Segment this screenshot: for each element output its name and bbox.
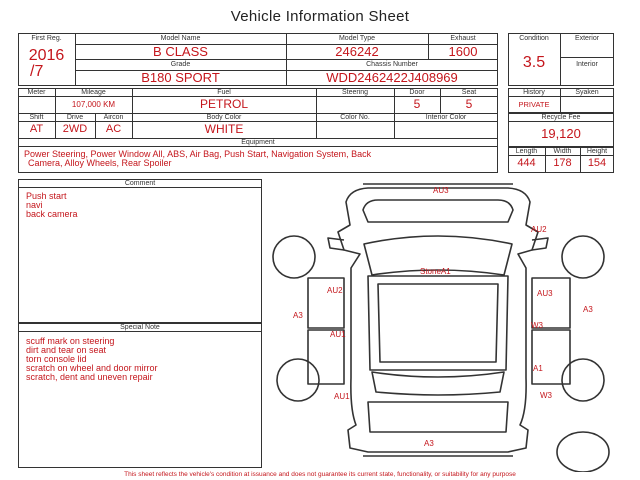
grade-label: Grade <box>170 61 191 68</box>
mileage-label: Mileage <box>81 89 106 96</box>
wheel-rear-right <box>562 359 604 401</box>
chassis-number: WDD2462422J408969 <box>326 70 458 85</box>
model-type: 246242 <box>335 44 379 59</box>
equipment-label: Equipment <box>241 139 275 146</box>
aircon-label: Aircon <box>103 114 124 121</box>
body-color-label: Body Color <box>206 114 242 121</box>
car-diagram <box>268 180 614 472</box>
special-note-line-1: scuff mark on steering <box>26 336 115 346</box>
comment-line-1: Push start <box>26 191 67 201</box>
damage-right-fender: A3 <box>583 305 593 314</box>
width: 178 <box>553 157 572 169</box>
seat-label: Seat <box>461 89 477 96</box>
damage-left-rear: AU1 <box>334 392 350 401</box>
mileage: 107,000 KM <box>71 100 116 109</box>
syaken-label: Syaken <box>575 89 599 96</box>
first-reg-month: /7 <box>30 63 44 80</box>
width-label: Width <box>553 148 572 155</box>
aircon: AC <box>105 123 122 135</box>
wheel-rear-left <box>277 359 319 401</box>
shift: AT <box>29 123 44 135</box>
damage-rear: A3 <box>424 439 434 448</box>
special-note-label: Special Note <box>120 324 160 331</box>
height: 154 <box>587 157 607 169</box>
comment-line-3: back camera <box>26 209 78 219</box>
color-no-label: Color No. <box>340 114 370 121</box>
fuel-label: Fuel <box>217 89 231 96</box>
damage-roof-note: Stone <box>420 267 441 276</box>
chassis-label: Chassis Number <box>366 61 418 68</box>
special-note-line-2: dirt and tear on seat <box>26 345 107 355</box>
damage-right-front-door: AU3 <box>537 289 553 298</box>
fuel: PETROL <box>199 97 248 111</box>
wheel-front-left <box>273 236 315 278</box>
history: PRIVATE <box>518 100 550 109</box>
condition-label: Condition <box>519 35 549 42</box>
interior-color-label: Interior Color <box>425 114 467 121</box>
comment-line-2: navi <box>26 200 43 210</box>
damage-left-rear-door: AU1 <box>330 330 346 339</box>
damage-left-fender: A3 <box>293 311 303 320</box>
history-label: History <box>523 89 545 96</box>
equipment-line-2: Camera, Alloy Wheels, Rear Spoiler <box>28 158 172 168</box>
grade: B180 SPORT <box>141 70 220 85</box>
wheel-front-right <box>562 236 604 278</box>
exhaust-label: Exhaust <box>450 35 476 42</box>
drive-label: Drive <box>66 114 84 121</box>
special-note-line-4: scratch on wheel and door mirror <box>26 363 158 373</box>
body-color: WHITE <box>204 122 244 136</box>
model-name-label: Model Name <box>160 35 201 42</box>
recycle-label: Recycle Fee <box>541 114 581 121</box>
model-name: B CLASS <box>153 44 208 59</box>
length-label: Length <box>515 148 538 155</box>
disclaimer-footer: This sheet reflects the vehicle's condition at issuance and does not guarantee its current state, functionality, or suitability for any purpose <box>124 471 516 478</box>
damage-right-rear-a: A1 <box>533 364 543 373</box>
damage-left-front-door: AU2 <box>327 286 343 295</box>
meter-label: Meter <box>27 89 46 96</box>
damage-front: AU3 <box>433 186 449 195</box>
comment-label: Comment <box>124 180 156 187</box>
exterior-label: Exterior <box>574 35 600 42</box>
shift-label: Shift <box>29 114 44 121</box>
recycle-fee: 19,120 <box>541 126 581 141</box>
steering-label: Steering <box>341 89 369 96</box>
condition-grade: 3.5 <box>522 54 546 71</box>
damage-front-right: AU2 <box>531 225 547 234</box>
damage-roof <box>420 267 451 276</box>
page-title: Vehicle Information Sheet <box>230 8 410 25</box>
first-reg-label: First Reg. <box>31 35 62 42</box>
spare-wheel <box>557 432 609 472</box>
door-label: Door <box>409 89 425 96</box>
special-note-line-5: scratch, dent and uneven repair <box>26 372 153 382</box>
seat-count: 5 <box>465 97 473 111</box>
height-label: Height <box>586 148 608 155</box>
damage-right-rear-w: W3 <box>540 391 552 400</box>
damage-right-rear-door: W3 <box>531 321 543 330</box>
first-reg-year: 2016 <box>28 47 65 64</box>
length: 444 <box>517 157 536 169</box>
drive: 2WD <box>62 123 88 135</box>
model-type-label: Model Type <box>338 35 376 42</box>
interior-label: Interior <box>576 61 598 68</box>
special-note-line-3: torn console lid <box>26 354 87 364</box>
exhaust: 1600 <box>448 44 478 59</box>
damage-roof-code: A1 <box>440 267 451 276</box>
equipment-line-1: Power Steering, Power Window All, ABS, Air Bag, Push Start, Navigation System, Back <box>24 149 372 159</box>
door-count: 5 <box>413 97 421 111</box>
